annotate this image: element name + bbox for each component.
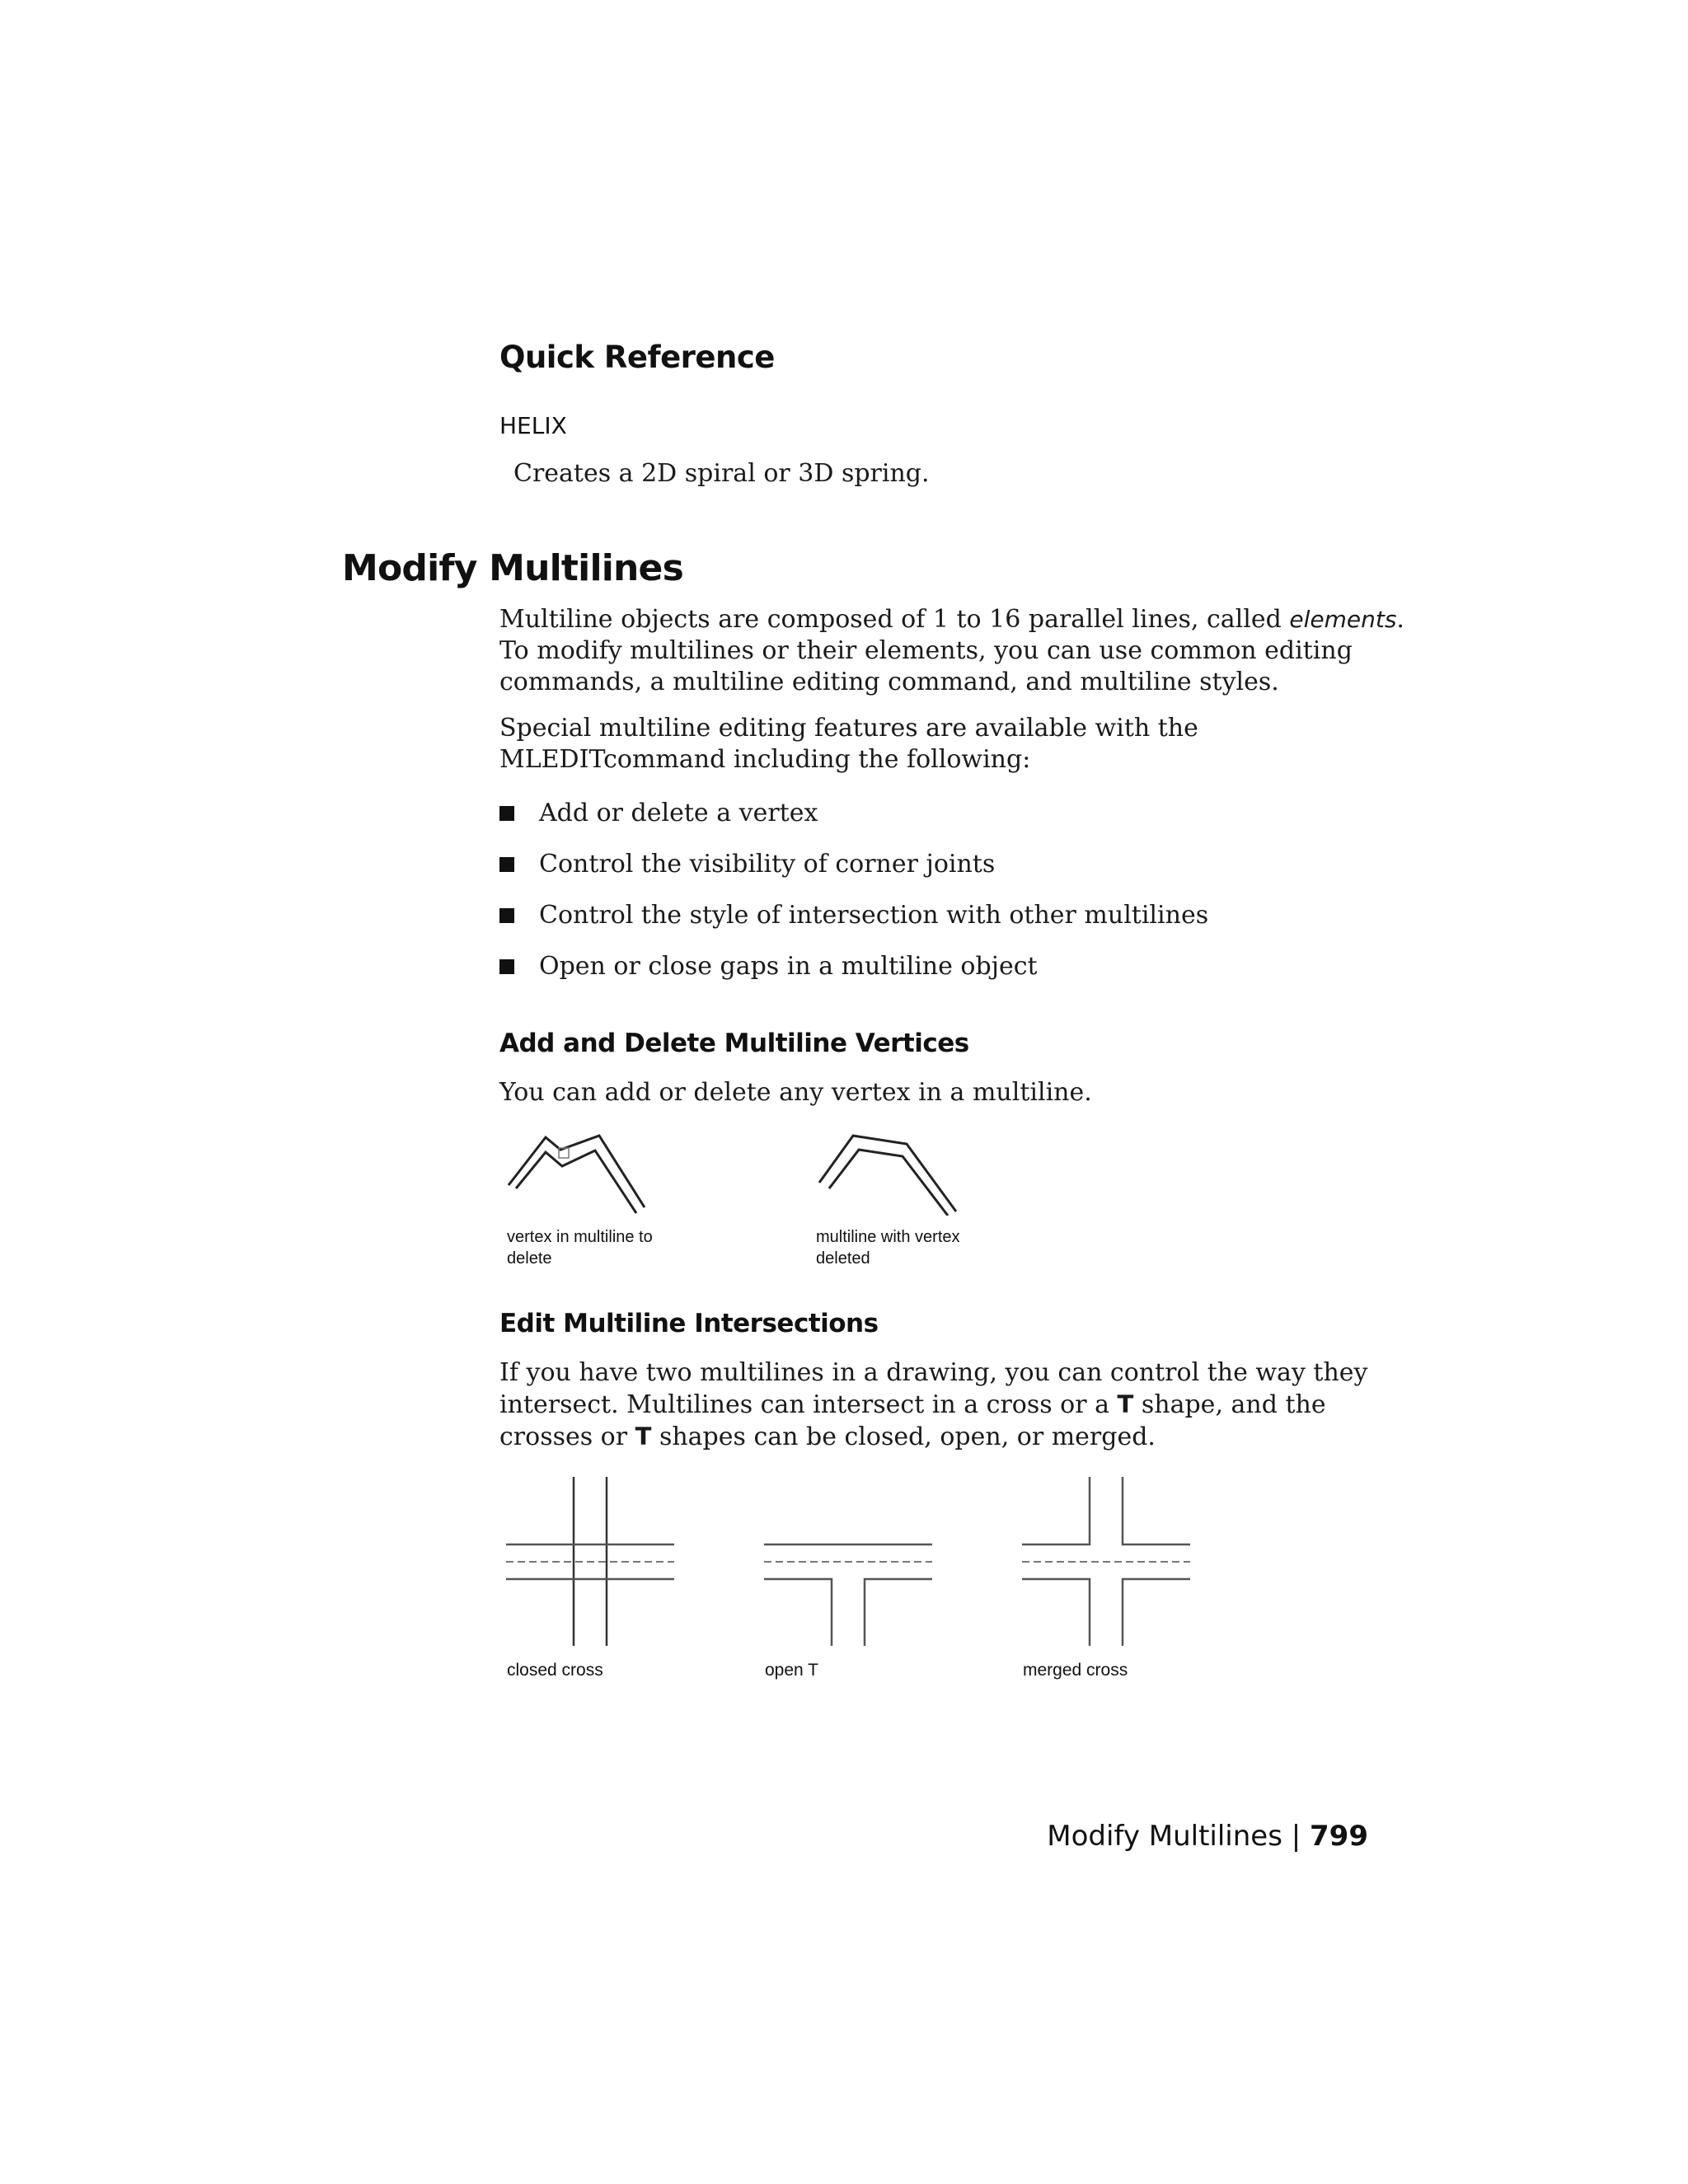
list-item-text: Open or close gaps in a multiline object [539,952,1038,981]
command-name: HELIX [499,412,567,439]
t-shape-bold: T [1117,1390,1134,1418]
list-item-text: Control the style of intersection with other multilines [539,901,1209,930]
caption-merged-cross: merged cross [1023,1661,1128,1680]
merged-cross-figure [1020,1477,1193,1650]
vertices-heading: Add and Delete Multiline Vertices [499,1029,969,1058]
intersections-heading: Edit Multiline Intersections [499,1309,879,1338]
page-footer [1047,1820,1368,1853]
bullet-square-icon [499,806,514,821]
caption-line: deleted [816,1249,870,1268]
page-number: 799 [1310,1820,1368,1853]
caption-vertex-deleted [816,1226,960,1269]
features-intro [499,713,1406,776]
list-item [499,951,1406,1002]
multiline-with-vertex-figure [504,1129,653,1216]
footer-section: Modify Multilines [1047,1820,1282,1853]
section-title: Modify Multilines [342,547,683,589]
command-description: Creates a 2D spiral or 3D spring. [513,459,930,488]
intro-paragraph [499,604,1406,698]
open-t-figure [762,1477,935,1650]
feature-list [499,798,1406,1002]
list-item-text: Add or delete a vertex [539,799,818,827]
intro-text-1: Multiline objects are composed of 1 to 16 parallel lines, called [499,605,1290,634]
caption-line: vertex in multiline to [507,1228,653,1246]
intro-em: elements [1289,606,1397,633]
caption-line: delete [507,1249,552,1268]
intersections-text-2: shape, and the crosses or [499,1390,1326,1451]
t-shape-bold: T [635,1422,652,1451]
quick-reference-heading: Quick Reference [499,340,775,375]
bullet-square-icon [499,908,514,923]
multiline-vertex-deleted-figure [816,1129,964,1216]
bullet-square-icon [499,857,514,872]
features-intro-text: Special multiline editing features are available with the MLEDITcommand including the following: [499,714,1198,774]
intersections-text-1: If you have two multilines in a drawing, you can control the way they intersect. Multilines can intersect in a cross or a [499,1358,1368,1419]
caption-line: multiline with vertex [816,1228,960,1246]
list-item [499,849,1406,900]
caption-open-t: open T [765,1661,818,1680]
list-item [499,900,1406,951]
intro-text-2: . To modify multilines or their elements, you can use common editing commands, a multiline editing command, and multiline styles. [499,605,1404,696]
list-item [499,798,1406,849]
list-item-text: Control the visibility of corner joints [539,850,996,879]
intersections-text-3: shapes can be closed, open, or merged. [651,1422,1156,1451]
intersections-paragraph [499,1357,1406,1453]
caption-vertex-to-delete [507,1226,653,1269]
footer-separator: | [1282,1820,1311,1853]
bullet-square-icon [499,959,514,974]
closed-cross-figure [504,1477,678,1650]
vertices-text: You can add or delete any vertex in a multiline. [499,1078,1092,1107]
caption-closed-cross: closed cross [507,1661,603,1680]
